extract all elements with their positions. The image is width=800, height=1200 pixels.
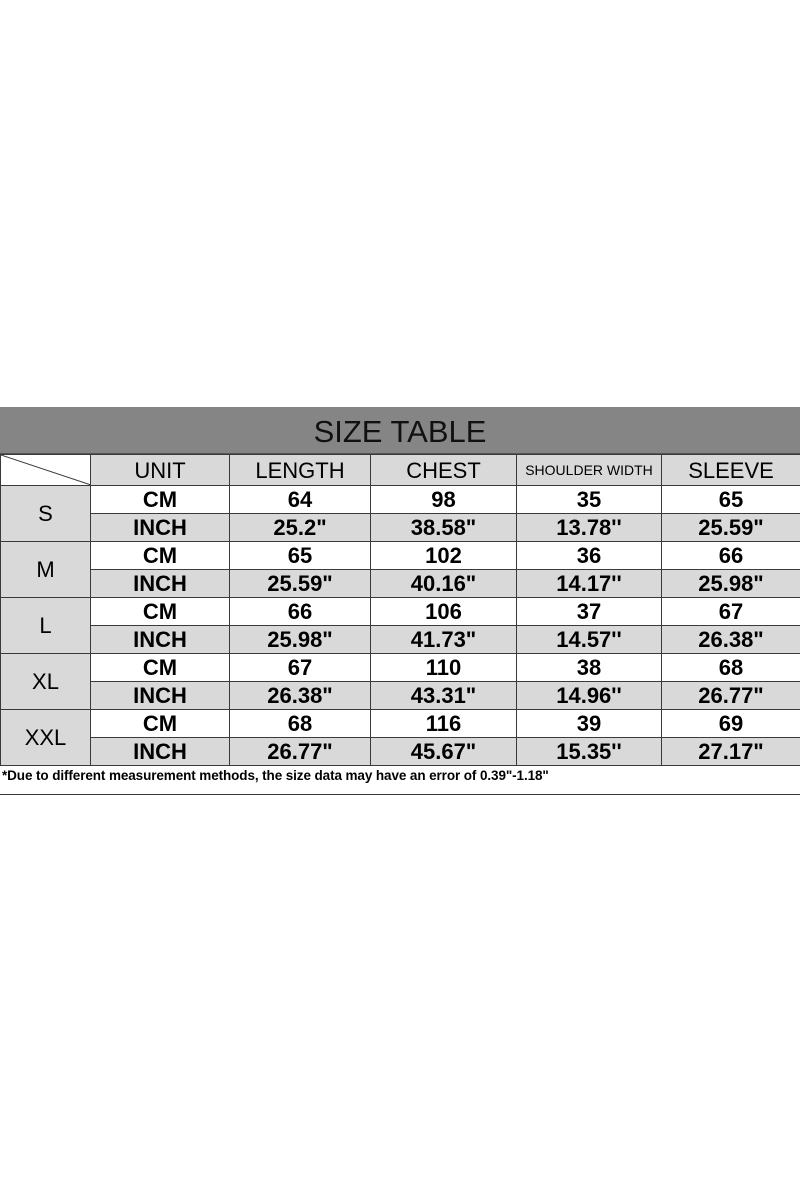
size-label: M — [1, 542, 91, 598]
value-cell: 25.59" — [662, 514, 800, 542]
unit-cell: INCH — [91, 626, 230, 654]
value-cell: 110 — [371, 654, 517, 682]
value-cell: 66 — [230, 598, 371, 626]
value-cell: 25.59" — [230, 570, 371, 598]
value-cell: 26.38" — [230, 682, 371, 710]
unit-cell: CM — [91, 710, 230, 738]
value-cell: 25.98" — [230, 626, 371, 654]
size-label: XL — [1, 654, 91, 710]
value-cell: 65 — [662, 486, 800, 514]
table-row — [1, 542, 800, 570]
unit-cell: CM — [91, 542, 230, 570]
unit-cell: INCH — [91, 570, 230, 598]
table-row — [1, 598, 800, 626]
value-cell: 69 — [662, 710, 800, 738]
value-cell: 26.77" — [230, 738, 371, 766]
table-title: SIZE TABLE — [0, 407, 800, 454]
value-cell: 14.57'' — [517, 626, 662, 654]
value-cell: 98 — [371, 486, 517, 514]
unit-cell: CM — [91, 598, 230, 626]
value-cell: 40.16" — [371, 570, 517, 598]
unit-cell: INCH — [91, 514, 230, 542]
value-cell: 65 — [230, 542, 371, 570]
table-row — [1, 738, 800, 766]
value-cell: 26.77" — [662, 682, 800, 710]
value-cell: 68 — [662, 654, 800, 682]
unit-cell: INCH — [91, 738, 230, 766]
value-cell: 26.38" — [662, 626, 800, 654]
value-cell: 64 — [230, 486, 371, 514]
value-cell: 68 — [230, 710, 371, 738]
value-cell: 116 — [371, 710, 517, 738]
corner-cell — [1, 455, 91, 486]
measurement-note: *Due to different measurement methods, the size data may have an error of 0.39"-1.18" — [0, 766, 800, 795]
unit-cell: CM — [91, 654, 230, 682]
value-cell: 39 — [517, 710, 662, 738]
value-cell: 25.98" — [662, 570, 800, 598]
size-label: S — [1, 486, 91, 542]
table-header-row — [1, 455, 800, 486]
value-cell: 102 — [371, 542, 517, 570]
value-cell: 106 — [371, 598, 517, 626]
table-row — [1, 570, 800, 598]
table-row — [1, 682, 800, 710]
value-cell: 43.31" — [371, 682, 517, 710]
header-chest: CHEST — [371, 455, 517, 486]
value-cell: 27.17" — [662, 738, 800, 766]
value-cell: 36 — [517, 542, 662, 570]
unit-cell: CM — [91, 486, 230, 514]
table-row — [1, 626, 800, 654]
header-sleeve: SLEEVE — [662, 455, 800, 486]
table-row — [1, 514, 800, 542]
value-cell: 14.96'' — [517, 682, 662, 710]
size-table — [0, 454, 800, 766]
value-cell: 14.17'' — [517, 570, 662, 598]
header-length: LENGTH — [230, 455, 371, 486]
value-cell: 37 — [517, 598, 662, 626]
header-shoulder-width: SHOULDER WIDTH — [517, 455, 662, 486]
header-unit: UNIT — [91, 455, 230, 486]
value-cell: 41.73" — [371, 626, 517, 654]
table-row — [1, 486, 800, 514]
unit-cell: INCH — [91, 682, 230, 710]
value-cell: 38 — [517, 654, 662, 682]
table-row — [1, 654, 800, 682]
value-cell: 25.2" — [230, 514, 371, 542]
value-cell: 13.78'' — [517, 514, 662, 542]
value-cell: 45.67" — [371, 738, 517, 766]
diagonal-divider — [1, 455, 91, 485]
size-table-block — [0, 407, 800, 795]
value-cell: 67 — [662, 598, 800, 626]
value-cell: 35 — [517, 486, 662, 514]
value-cell: 15.35'' — [517, 738, 662, 766]
value-cell: 38.58" — [371, 514, 517, 542]
value-cell: 67 — [230, 654, 371, 682]
value-cell: 66 — [662, 542, 800, 570]
size-label: XXL — [1, 710, 91, 766]
table-row — [1, 710, 800, 738]
size-label: L — [1, 598, 91, 654]
